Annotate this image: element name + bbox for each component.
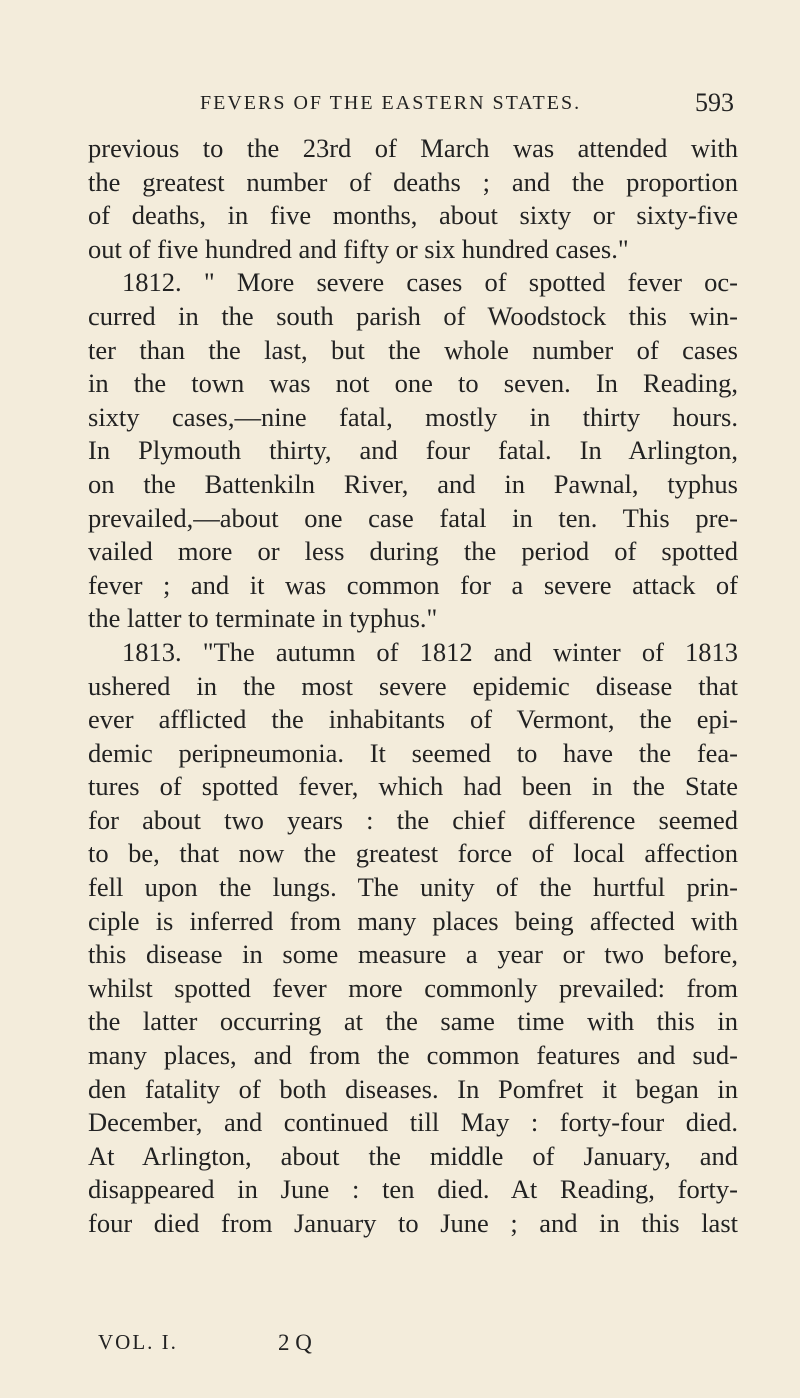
text-line: to be, that now the greatest force of local affection bbox=[88, 838, 738, 869]
text-line: out of five hundred and fifty or six hundred cases." bbox=[88, 233, 629, 264]
text-line: vailed more or less during the period of spotted bbox=[88, 536, 738, 567]
text-line: of deaths, in five months, about sixty or sixty-five bbox=[88, 200, 738, 231]
text-line: many places, and from the common features and sud- bbox=[88, 1040, 738, 1071]
signature-mark: 2 Q bbox=[278, 1330, 312, 1355]
volume-mark: VOL. I. bbox=[98, 1330, 178, 1354]
running-title: FEVERS OF THE EASTERN STATES. bbox=[200, 92, 582, 114]
text-line: the latter to terminate in typhus." bbox=[88, 603, 438, 634]
page-footer bbox=[98, 1330, 698, 1360]
text-line: sixty cases,—nine fatal, mostly in thirty hours. bbox=[88, 401, 738, 432]
text-line: for about two years : the chief difference seemed bbox=[88, 804, 738, 835]
text-line: disappeared in June : ten died. At Reading, forty- bbox=[88, 1174, 738, 1205]
text-line: curred in the south parish of Woodstock this win- bbox=[88, 300, 738, 331]
text-line: ushered in the most severe epidemic disease that bbox=[88, 670, 738, 701]
text-line: the latter occurring at the same time with this in bbox=[88, 1006, 738, 1037]
text-line: tures of spotted fever, which had been in the State bbox=[88, 771, 738, 802]
text-line: four died from January to June ; and in this last bbox=[88, 1208, 738, 1238]
page-header bbox=[0, 88, 800, 122]
text-line: 1812. " More severe cases of spotted fever oc- bbox=[122, 267, 738, 298]
text-line: prevailed,—about one case fatal in ten. This pre- bbox=[88, 502, 738, 533]
text-line: in the town was not one to seven. In Reading, bbox=[88, 368, 738, 399]
text-line: the greatest number of deaths ; and the proportion bbox=[88, 166, 738, 197]
text-line: In Plymouth thirty, and four fatal. In Arlington, bbox=[88, 435, 738, 466]
text-line: 1813. "The autumn of 1812 and winter of 1813 bbox=[122, 636, 738, 667]
text-line: demic peripneumonia. It seemed to have the fea- bbox=[88, 737, 738, 768]
text-line: fell upon the lungs. The unity of the hurtful prin- bbox=[88, 872, 738, 903]
text-line: ever afflicted the inhabitants of Vermont, the epi- bbox=[88, 704, 738, 735]
body-text bbox=[88, 132, 738, 1241]
text-line: den fatality of both diseases. In Pomfret it began in bbox=[88, 1073, 738, 1104]
page-number: 593 bbox=[695, 88, 734, 117]
text-line: whilst spotted fever more commonly prevailed: from bbox=[88, 972, 738, 1003]
text-line: ter than the last, but the whole number of cases bbox=[88, 334, 738, 365]
text-line: At Arlington, about the middle of January, and bbox=[88, 1140, 738, 1171]
text-line: ciple is inferred from many places being affected with bbox=[88, 905, 738, 936]
text-line: December, and continued till May : forty-four died. bbox=[88, 1107, 738, 1138]
text-line: on the Battenkiln River, and in Pawnal, typhus bbox=[88, 468, 738, 499]
text-line: this disease in some measure a year or two before, bbox=[88, 939, 738, 970]
text-line: previous to the 23rd of March was attended with bbox=[88, 133, 738, 163]
text-line: fever ; and it was common for a severe attack of bbox=[88, 569, 738, 600]
